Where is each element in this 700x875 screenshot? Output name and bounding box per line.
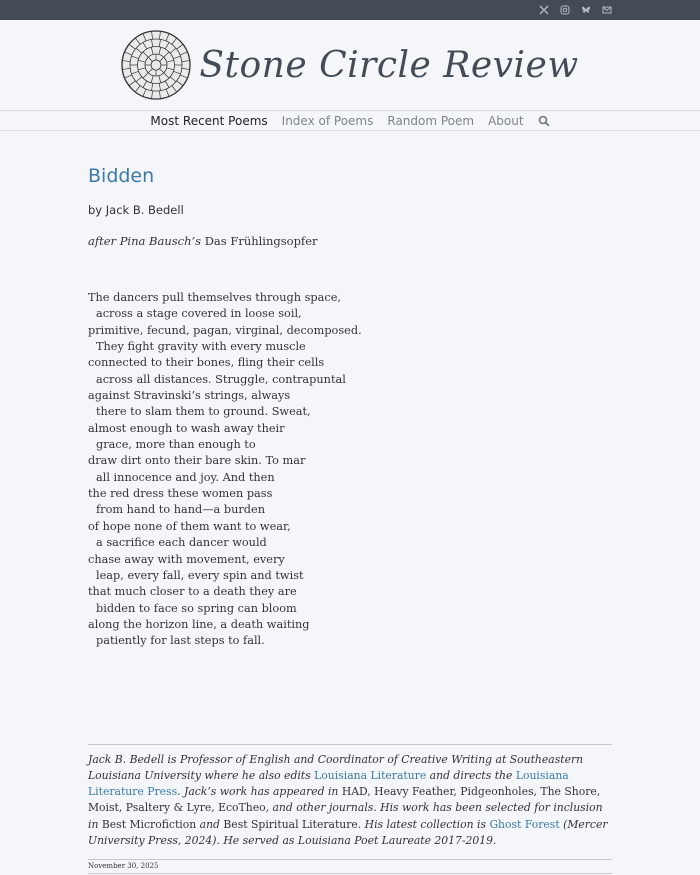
bio-text: . His latest collection is <box>357 817 490 831</box>
epigraph-prefix: after Pina Bausch’s <box>88 234 202 248</box>
poem-line: chase away with movement, every <box>88 552 285 566</box>
link-louisiana-literature[interactable]: Louisiana Literature <box>314 768 427 782</box>
stone-circle-logo[interactable] <box>121 30 191 100</box>
bio-anthology: Best Spiritual Literature <box>223 817 358 831</box>
link-ghost-forest[interactable]: Ghost Forest <box>489 817 560 831</box>
poem-line: across a stage covered in loose soil, <box>96 307 302 321</box>
bio-text: and <box>196 817 224 831</box>
bio-text: , and other journals. His work has been selected for inclusion in <box>88 801 603 831</box>
instagram-icon[interactable] <box>560 5 570 15</box>
post-content <box>0 165 700 874</box>
epigraph-work: Das Frühlingsopfer <box>204 234 318 248</box>
poem-line: from hand to hand—a burden <box>96 503 265 517</box>
nav-about[interactable]: About <box>488 113 524 128</box>
poem-line: The dancers pull themselves through space, <box>88 291 341 304</box>
poem-line: along the horizon line, a death waiting <box>88 617 310 631</box>
bio-text: (Mercer University Press, 2024). He served as Louisiana Poet Laureate 2017-2019. <box>88 817 608 848</box>
author-bio <box>88 744 612 850</box>
poem-line: They fight gravity with every muscle <box>96 340 306 354</box>
poem-line: of hope none of them want to wear, <box>88 519 291 533</box>
poem-line: all innocence and joy. And then <box>96 470 275 484</box>
bluesky-icon[interactable] <box>581 5 591 15</box>
post-title: Bidden <box>88 165 155 187</box>
poem-line: primitive, fecund, pagan, virginal, decomposed. <box>88 323 362 337</box>
poem-line: grace, more than enough to <box>96 438 256 452</box>
poem-line: leap, every fall, every spin and twist <box>96 568 304 582</box>
nav-index-of-poems[interactable]: Index of Poems <box>281 113 374 128</box>
poem-line: connected to their bones, fling their cells <box>88 356 325 370</box>
nav-random-poem[interactable]: Random Poem <box>387 113 475 128</box>
poem-line: there to slam them to ground. Sweat, <box>96 405 311 419</box>
bio-journals: HAD, Heavy Feather, Pidgeonholes, The Shore, Moist, Psaltery & Lyre, EcoTheo <box>88 785 601 815</box>
poem-line: bidden to face so spring can bloom <box>96 601 297 615</box>
email-icon[interactable] <box>602 5 612 15</box>
site-header <box>0 20 700 110</box>
poem-line: patiently for last steps to fall. <box>96 634 265 648</box>
bio-text: Jack B. Bedell is Professor of English and Coordinator of Creative Writing at Southeastern Louisiana University where he also edits <box>88 752 584 782</box>
post-meta <box>88 859 612 874</box>
link-louisiana-literature-press[interactable]: Louisiana Literature Press <box>88 768 569 799</box>
poem-line: the red dress these women pass <box>88 487 273 501</box>
poem-body <box>88 290 612 650</box>
post-epigraph <box>88 234 612 248</box>
poem-line: a sacrifice each dancer would <box>96 536 267 550</box>
main-nav <box>0 110 700 131</box>
poem-line: against Stravinski’s strings, always <box>88 389 291 403</box>
bio-text: and directs the <box>426 768 516 782</box>
bio-text: . Jack’s work has appeared in <box>177 785 342 799</box>
site-title[interactable]: Stone Circle Review <box>199 44 579 86</box>
bio-anthology: Best Microfiction <box>101 817 197 831</box>
poem-line: across all distances. Struggle, contrapuntal <box>96 372 346 386</box>
nav-most-recent-poems[interactable]: Most Recent Poems <box>150 113 268 128</box>
search-icon[interactable] <box>538 115 550 127</box>
x-icon[interactable] <box>539 5 549 15</box>
post-byline: by Jack B. Bedell <box>88 203 184 217</box>
poem-line: that much closer to a death they are <box>88 585 297 599</box>
poem-line: almost enough to wash away their <box>88 421 285 435</box>
post-date: November 30, 2025 <box>88 862 159 871</box>
top-bar <box>0 0 700 20</box>
poem-line: draw dirt onto their bare skin. To mar <box>88 454 306 468</box>
